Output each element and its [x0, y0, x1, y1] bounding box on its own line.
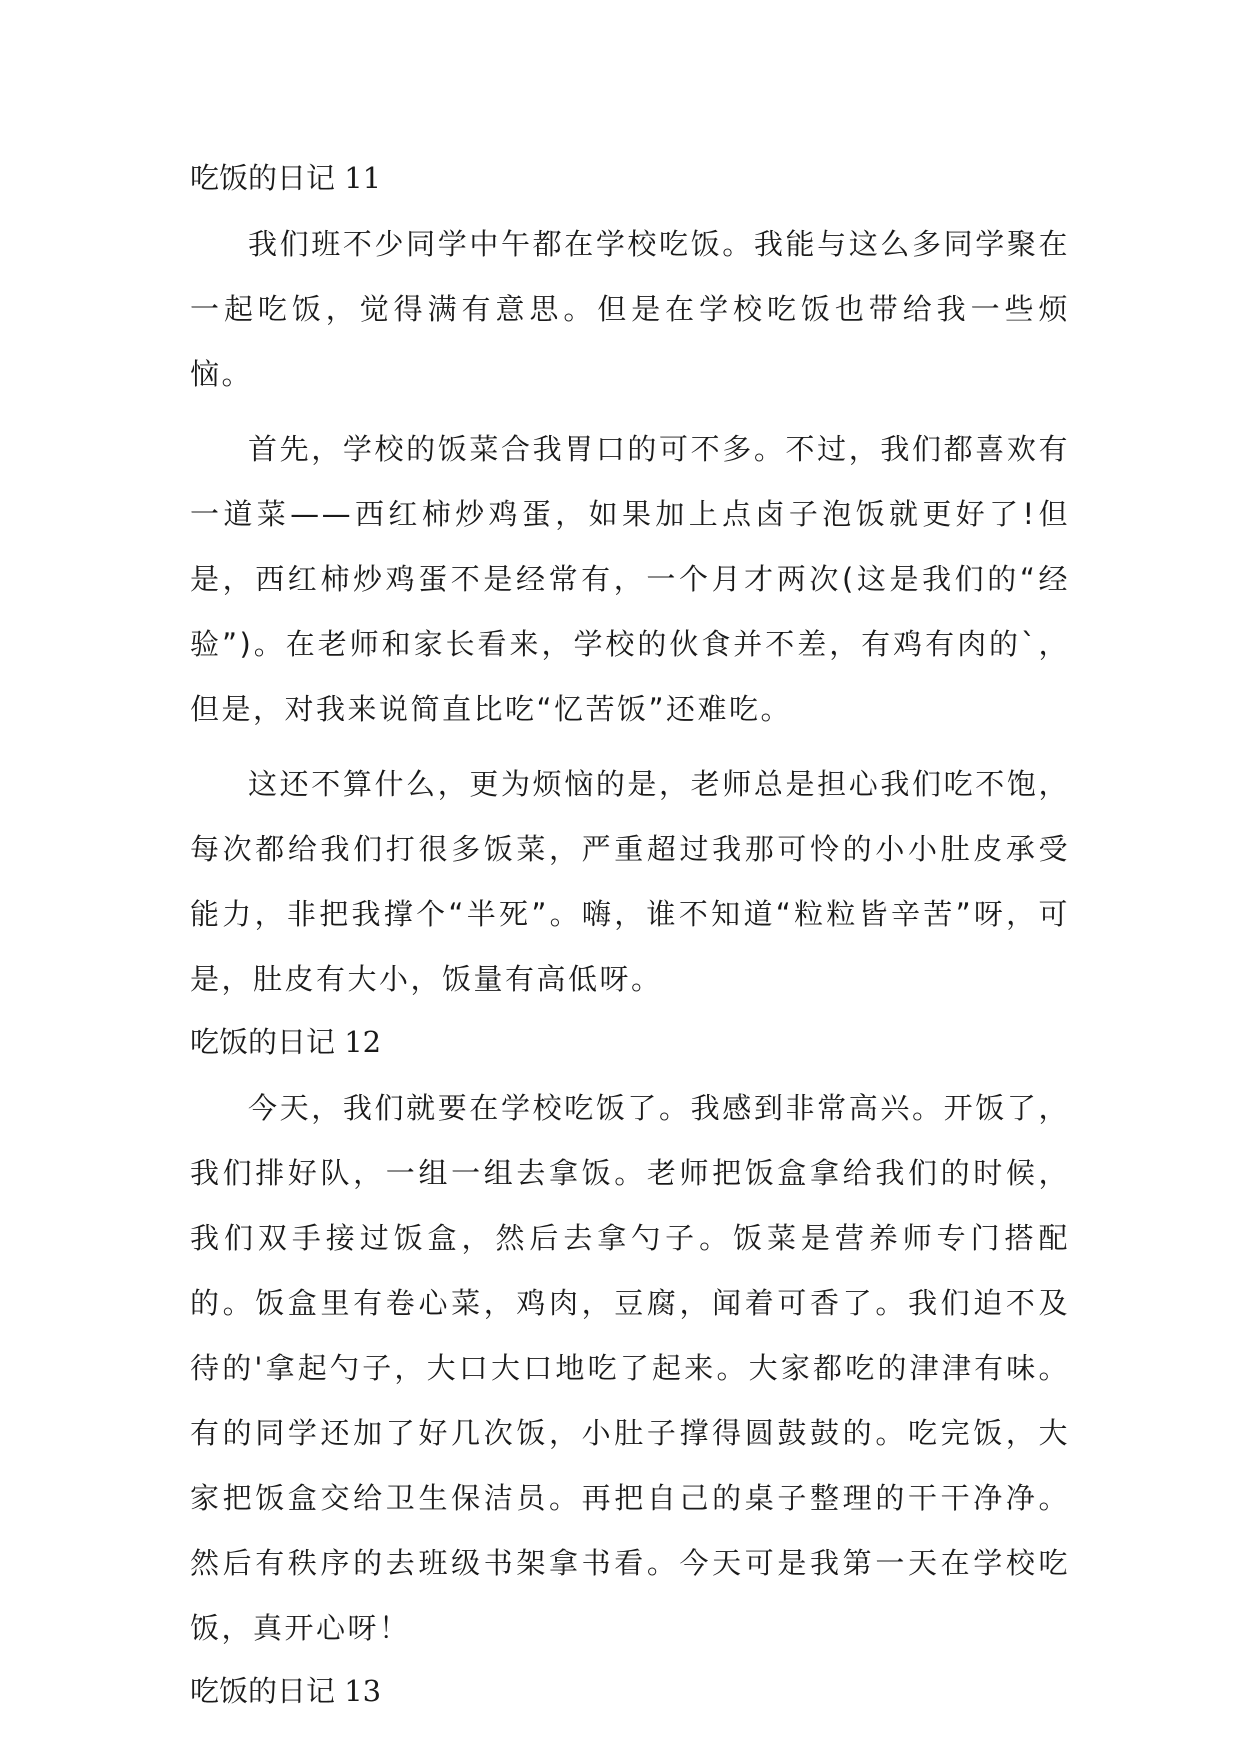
entry-title: 吃饭的日记 13 [190, 1674, 382, 1708]
paragraph: 今天，我们就要在学校吃饭了。我感到非常高兴。开饭了，我们排好队，一组一组去拿饭。老师把饭盒拿给我们的时候，我们双手接过饭盒，然后去拿勺子。饭菜是营养师专门搭配的。饭盒里有卷心菜，鸡肉，豆腐，闻着可香了。我们迫不及待的'拿起勺子，大口大口地吃了起来。大家都吃的津津有味。有的同学还加了好几次饭，小肚子撑得圆鼓鼓的。吃完饭，大家把饭盒交给卫生保洁员。再把自己的桌子整理的干干净净。然后有秩序的去班级书架拿书看。今天可是我第一天在学校吃饭，真开心呀！ [190, 1091, 1070, 1645]
entry-title: 吃饭的日记 11 [190, 161, 382, 195]
paragraph: 首先，学校的饭菜合我胃口的可不多。不过，我们都喜欢有一道菜——西红柿炒鸡蛋，如果加上点卤子泡饭就更好了!但是，西红柿炒鸡蛋不是经常有，一个月才两次(这是我们的“经验”)。在老师和家长看来，学校的伙食并不差，有鸡有肉的`，但是，对我来说简直比吃“忆苦饭”还难吃。 [190, 432, 1070, 726]
entry-title: 吃饭的日记 12 [190, 1025, 382, 1059]
document-body [190, 158, 1070, 1725]
diary-entry-11 [190, 158, 1070, 1012]
paragraph: 我们班不少同学中午都在学校吃饭。我能与这么多同学聚在一起吃饭，觉得满有意思。但是在学校吃饭也带给我一些烦恼。 [190, 227, 1070, 391]
paragraph: 这还不算什么，更为烦恼的是，老师总是担心我们吃不饱，每次都给我们打很多饭菜，严重超过我那可怜的小小肚皮承受能力，非把我撑个“半死”。嗨，谁不知道“粒粒皆辛苦”呀，可是，肚皮有大小，饭量有高低呀。 [190, 767, 1070, 996]
diary-entry-13 [190, 1671, 1070, 1711]
diary-entry-12 [190, 1022, 1070, 1661]
